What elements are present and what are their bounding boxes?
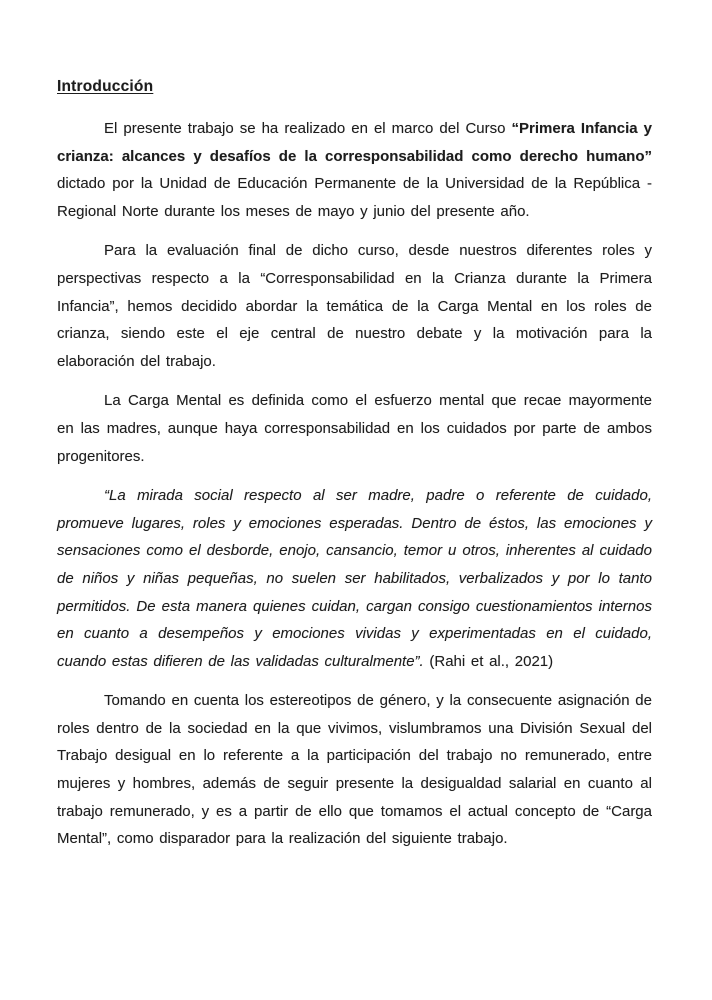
paragraph-conclusion: Tomando en cuenta los estereotipos de género, y la consecuente asignación de roles dentro de la sociedad en la que vivimos, vislumbramos una División Sexual del Trabajo desigual en lo referente a la participación del trabajo no remunerado, entre mujeres y hombres, además de seguir presente la desigualdad salarial en cuanto al trabajo remunerado, y es a partir de ello que tomamos el actual concepto de “Carga Mental”, como disparador para la realización del siguiente trabajo. [57, 692, 652, 848]
paragraph-carga-mental-definition: La Carga Mental es definida como el esfuerzo mental que recae mayormente en las madres, aunque haya corresponsabilidad en los cuidados por parte de ambos progenitores. [57, 392, 652, 465]
quote-italic-text: “La mirada social respecto al ser madre, padre o referente de cuidado, promueve lugares, roles y emociones esperadas. Dentro de éstos, las emociones y sensaciones como el desborde, enojo, cansancio, temor u otros, inherentes al cuidado de niños y niñas pequeñas, no suelen ser habilitados, verbalizados y por lo tanto permitidos. De esta manera quienes cuidan, cargan consigo cuestionamientos internos en cuanto a desempeños y emociones vividas y experimentadas en el cuidado, cuando estas difieren de las validadas culturalmente”. [57, 487, 652, 670]
document-title: Introducción [57, 78, 154, 95]
course-title-bold-text: “Primera Infancia y crianza: alcances y desafíos de la corresponsabilidad como derecho humano” [57, 120, 652, 165]
paragraph-quote [57, 482, 652, 675]
paragraph-evaluation: Para la evaluación final de dicho curso, desde nuestros diferentes roles y perspectivas respecto a la “Corresponsabilidad en la Crianza durante la Primera Infancia”, hemos decidido abordar la temática de la Carga Mental en los roles de crianza, siendo este el eje central de nuestro debate y la motivación para la elaboración del trabajo. [57, 242, 652, 370]
paragraph-course-intro-text-start: El presente trabajo se ha realizado en el marco del Curso [104, 120, 512, 137]
paragraph-course-intro [57, 115, 652, 225]
quote-citation: (Rahi et al., 2021) [423, 652, 554, 670]
paragraph-course-intro-text-end: dictado por la Unidad de Educación Permanente de la Universidad de la República - Regional Norte durante los meses de mayo y junio del presente año. [57, 175, 652, 220]
